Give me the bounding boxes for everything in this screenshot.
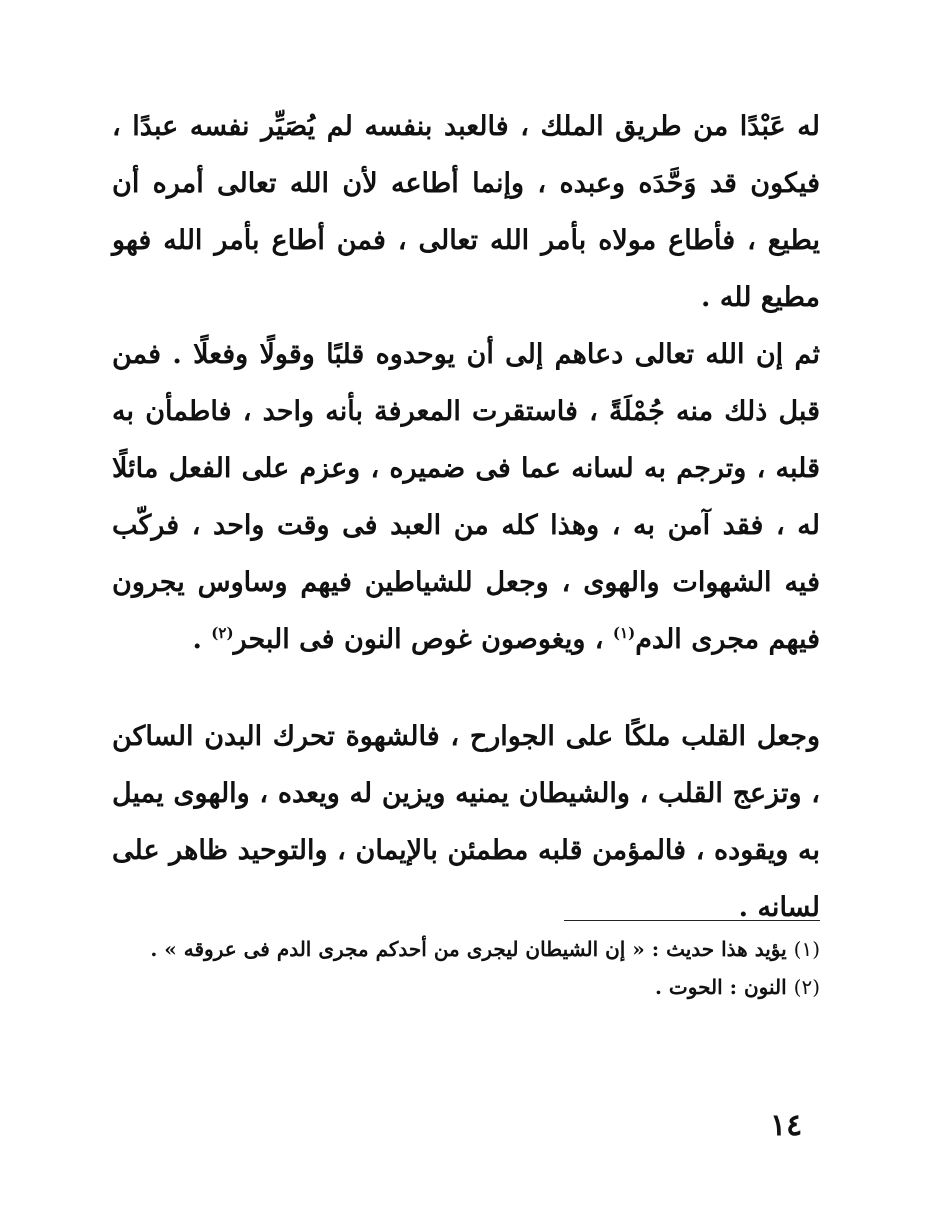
footnote-1-number: (١): [793, 937, 820, 961]
footnote-2-number: (٢): [793, 975, 820, 999]
footnote-ref-1: (١): [612, 624, 636, 642]
footnote-separator: [564, 920, 820, 921]
paragraph-1: [112, 98, 820, 326]
paragraph-3: [112, 708, 820, 936]
paragraph-2-text: [112, 326, 820, 668]
page-number: ١٤: [770, 1108, 803, 1143]
footnotes: [112, 930, 820, 1006]
paragraph-2-part-c: .: [192, 624, 202, 655]
paragraph-3-text: وجعل القلب ملكًا على الجوارح ، فالشهوة تحرك البدن الساكن ، وتزعج القلب ، والشيطان يمنيه ويزين له ويعده ، والهوى يميل به ويقوده ، فالمؤمن قلبه مطمئن بالإيمان ، والتوحيد ظاهر على لسانه .: [112, 721, 820, 923]
paragraph-2-part-a: ثم إن الله تعالى دعاهم إلى أن يوحدوه قلبًا وقولًا وفعلًا . فمن قبل ذلك منه جُمْلَةً ، فاستقرت المعرفة بأنه واحد ، فاطمأن به قلبه ، وترجم به لسانه عما فى ضميره ، وعزم على الفعل مائلًا له ، فقد آمن به ، وهذا كله من العبد فى وقت واحد ، فركّب فيه الشهوات والهوى ، وجعل للشياطين فيهم وساوس يجرون فيهم مجرى الدم: [112, 339, 820, 655]
footnote-2: [112, 968, 820, 1006]
footnote-ref-2: (٢): [211, 624, 234, 642]
footnote-1-text: يؤيد هذا حديث : « إن الشيطان ليجرى من أحدكم مجرى الدم فى عروقه » .: [150, 937, 787, 961]
paragraph-2: [112, 326, 820, 668]
paragraph-1-text: له عَبْدًا من طريق الملك ، فالعبد بنفسه لم يُصَيِّر نفسه عبدًا ، فيكون قد وَحَّدَه وعبده ، وإنما أطاعه لأن الله تعالى أمره أن يطيع ، فأطاع مولاه بأمر الله تعالى ، فمن أطاع بأمر الله فهو مطيع لله .: [112, 111, 820, 313]
footnote-1: [112, 930, 820, 968]
paragraph-2-part-b: ، ويغوصون غوص النون فى البحر: [233, 624, 604, 655]
footnote-2-text: النون : الحوت .: [654, 975, 787, 999]
